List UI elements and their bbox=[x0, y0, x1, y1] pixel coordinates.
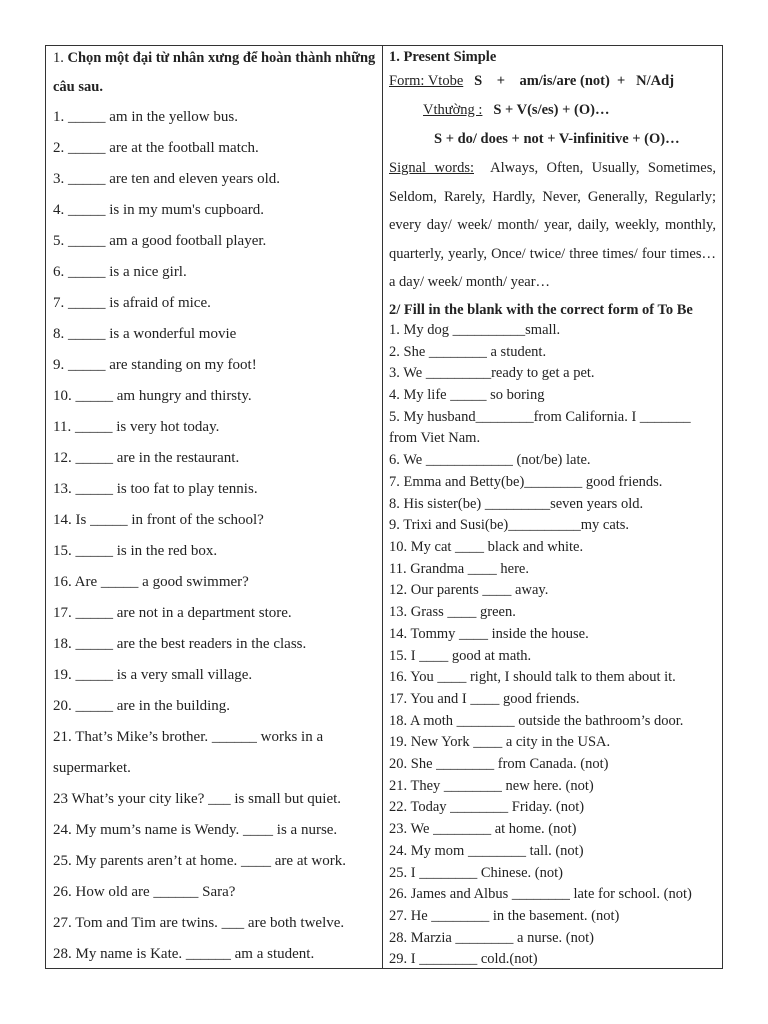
form-vtobe-line bbox=[389, 67, 716, 96]
pronoun-exercise-item: 10. _____ am hungry and thirsty. bbox=[53, 388, 252, 404]
grammar-column bbox=[383, 46, 722, 968]
heading-text: Chọn một đại từ nhân xưng để hoàn thành những câu sau. bbox=[53, 50, 376, 95]
pronoun-exercise-item: 27. Tom and Tim are twins. ___ are both twelve. bbox=[53, 915, 345, 931]
to-be-exercise-item: 15. I ____ good at math. bbox=[389, 647, 532, 664]
to-be-exercise-item: 20. She ________ from Canada. (not) bbox=[389, 756, 609, 773]
to-be-exercise-item: 28. Marzia ________ a nurse. (not) bbox=[389, 929, 594, 946]
negative-formula: S + do/ does + not + V-infinitive + (O)… bbox=[434, 131, 680, 147]
to-be-exercise-item: 23. We ________ at home. (not) bbox=[389, 821, 577, 838]
pronoun-exercise-item: 4. _____ is in my mum's cupboard. bbox=[53, 202, 265, 218]
to-be-exercise-item: 21. They ________ new here. (not) bbox=[389, 777, 594, 794]
to-be-exercise-item: 19. New York ____ a city in the USA. bbox=[389, 734, 611, 751]
present-simple-title: 1. Present Simple bbox=[389, 49, 497, 65]
to-be-exercise-item: 16. You ____ right, I should talk to them about it. bbox=[389, 669, 676, 686]
pronoun-exercise-item: 21. That’s Mike’s brother. ______ works in a supermarket. bbox=[53, 729, 324, 776]
pronoun-exercise-item: 8. _____ is a wonderful movie bbox=[53, 326, 237, 342]
form-label: Form: Vtobe bbox=[389, 73, 464, 89]
to-be-exercise-item: 9. Trixi and Susi(be)__________my cats. bbox=[389, 517, 630, 534]
pronoun-exercise-item: 24. My mum’s name is Wendy. ____ is a nurse. bbox=[53, 822, 338, 838]
pronoun-exercise-item: 6. _____ is a nice girl. bbox=[53, 264, 187, 280]
to-be-exercise-list bbox=[389, 320, 716, 971]
pronoun-exercise-item: 17. _____ are not in a department store. bbox=[53, 605, 292, 621]
pronoun-exercise-item: 28. My name is Kate. ______ am a student. bbox=[53, 946, 315, 962]
signal-label: Signal words: bbox=[389, 160, 474, 176]
pronoun-exercise-item: 15. _____ is in the red box. bbox=[53, 543, 218, 559]
vthuong-formula: S + V(s/es) + (O)… bbox=[493, 102, 610, 118]
to-be-exercise-item: 18. A moth ________ outside the bathroom’s door. bbox=[389, 712, 684, 729]
pronoun-exercise-item: 5. _____ am a good football player. bbox=[53, 233, 267, 249]
pronoun-exercise-item: 20. _____ are in the building. bbox=[53, 698, 231, 714]
to-be-exercise-item: 12. Our parents ____ away. bbox=[389, 582, 549, 599]
pronoun-exercise-item: 1. _____ am in the yellow bus. bbox=[53, 109, 238, 125]
pronoun-exercise-item: 25. My parents aren’t at home. ____ are at work. bbox=[53, 853, 346, 869]
pronoun-exercise-item: 9. _____ are standing on my foot! bbox=[53, 357, 257, 373]
pronoun-exercise-heading bbox=[53, 44, 382, 102]
pronoun-exercise-item: 7. _____ is afraid of mice. bbox=[53, 295, 211, 311]
pronoun-exercise-item: 18. _____ are the best readers in the class. bbox=[53, 636, 307, 652]
to-be-exercise-item: 2. She ________ a student. bbox=[389, 343, 547, 360]
to-be-exercise-item: 6. We ____________ (not/be) late. bbox=[389, 452, 591, 469]
pronoun-exercise-item: 11. _____ is very hot today. bbox=[53, 419, 220, 435]
signal-text: Always, Often, Usually, Sometimes, Seldom, Rarely, Hardly, Never, Generally, Regularly; every day/ week/ month/ year, daily, weekly, monthly, quarterly, yearly, Once/ twice/ three times/ four times… a day/ week/ month/ year… bbox=[389, 160, 716, 291]
to-be-exercise-item: 17. You and I ____ good friends. bbox=[389, 690, 580, 707]
to-be-exercise-item: 10. My cat ____ black and white. bbox=[389, 539, 584, 555]
pronoun-exercise-item: 3. _____ are ten and eleven years old. bbox=[53, 171, 280, 187]
to-be-exercise-item: 22. Today ________ Friday. (not) bbox=[389, 799, 585, 816]
pronoun-exercise-item: 19. _____ is a very small village. bbox=[53, 667, 253, 683]
pronoun-exercise-item: 13. _____ is too fat to play tennis. bbox=[53, 481, 258, 497]
pronoun-exercise-item: 23 What’s your city like? ___ is small but quiet. bbox=[53, 791, 342, 807]
to-be-exercise-item: 24. My mom ________ tall. (not) bbox=[389, 842, 584, 859]
to-be-exercise-item: 14. Tommy ____ inside the house. bbox=[389, 625, 589, 642]
to-be-exercise-item: 27. He ________ in the basement. (not) bbox=[389, 907, 620, 924]
pronoun-exercise-item: 26. How old are ______ Sara? bbox=[53, 884, 236, 900]
to-be-exercise-item: 8. His sister(be) _________seven years old. bbox=[389, 495, 644, 512]
negative-form-line bbox=[389, 125, 716, 154]
to-be-exercise-item: 3. We _________ready to get a pet. bbox=[389, 365, 595, 382]
form-vtobe-formula: S + am/is/are (not) + N/Adj bbox=[474, 73, 675, 89]
to-be-exercise-item: 25. I ________ Chinese. (not) bbox=[389, 864, 563, 881]
pronoun-exercise-item: 2. _____ are at the football match. bbox=[53, 140, 259, 156]
to-be-exercise-item: 5. My husband________from California. I _______ from Viet Nam. bbox=[389, 408, 691, 447]
form-vthuong-line bbox=[389, 96, 716, 125]
pronoun-exercise-item: 12. _____ are in the restaurant. bbox=[53, 450, 240, 466]
worksheet-table bbox=[45, 45, 723, 969]
signal-words bbox=[389, 154, 716, 297]
to-be-exercise-item: 13. Grass ____ green. bbox=[389, 604, 516, 621]
to-be-exercise-item: 11. Grandma ____ here. bbox=[389, 560, 529, 577]
to-be-exercise-item: 26. James and Albus ________ late for school. (not) bbox=[389, 886, 692, 903]
to-be-exercise-item: 7. Emma and Betty(be)________ good friends. bbox=[389, 473, 663, 490]
pronoun-exercise-item: 14. Is _____ in front of the school? bbox=[53, 512, 264, 528]
to-be-exercise-item: 4. My life _____ so boring bbox=[389, 387, 545, 404]
to-be-exercise-item: 29. I ________ cold.(not) bbox=[389, 951, 538, 968]
pronoun-exercise-item: 16. Are _____ a good swimmer? bbox=[53, 574, 249, 590]
pronoun-exercise-list bbox=[53, 102, 382, 970]
vthuong-label: Vthường : bbox=[423, 102, 483, 118]
to-be-exercise-item: 1. My dog __________small. bbox=[389, 321, 561, 338]
to-be-exercise-title: 2/ Fill in the blank with the correct form of To Be bbox=[389, 301, 693, 318]
pronoun-exercise-column bbox=[46, 46, 383, 968]
heading-number: 1. bbox=[53, 50, 68, 66]
